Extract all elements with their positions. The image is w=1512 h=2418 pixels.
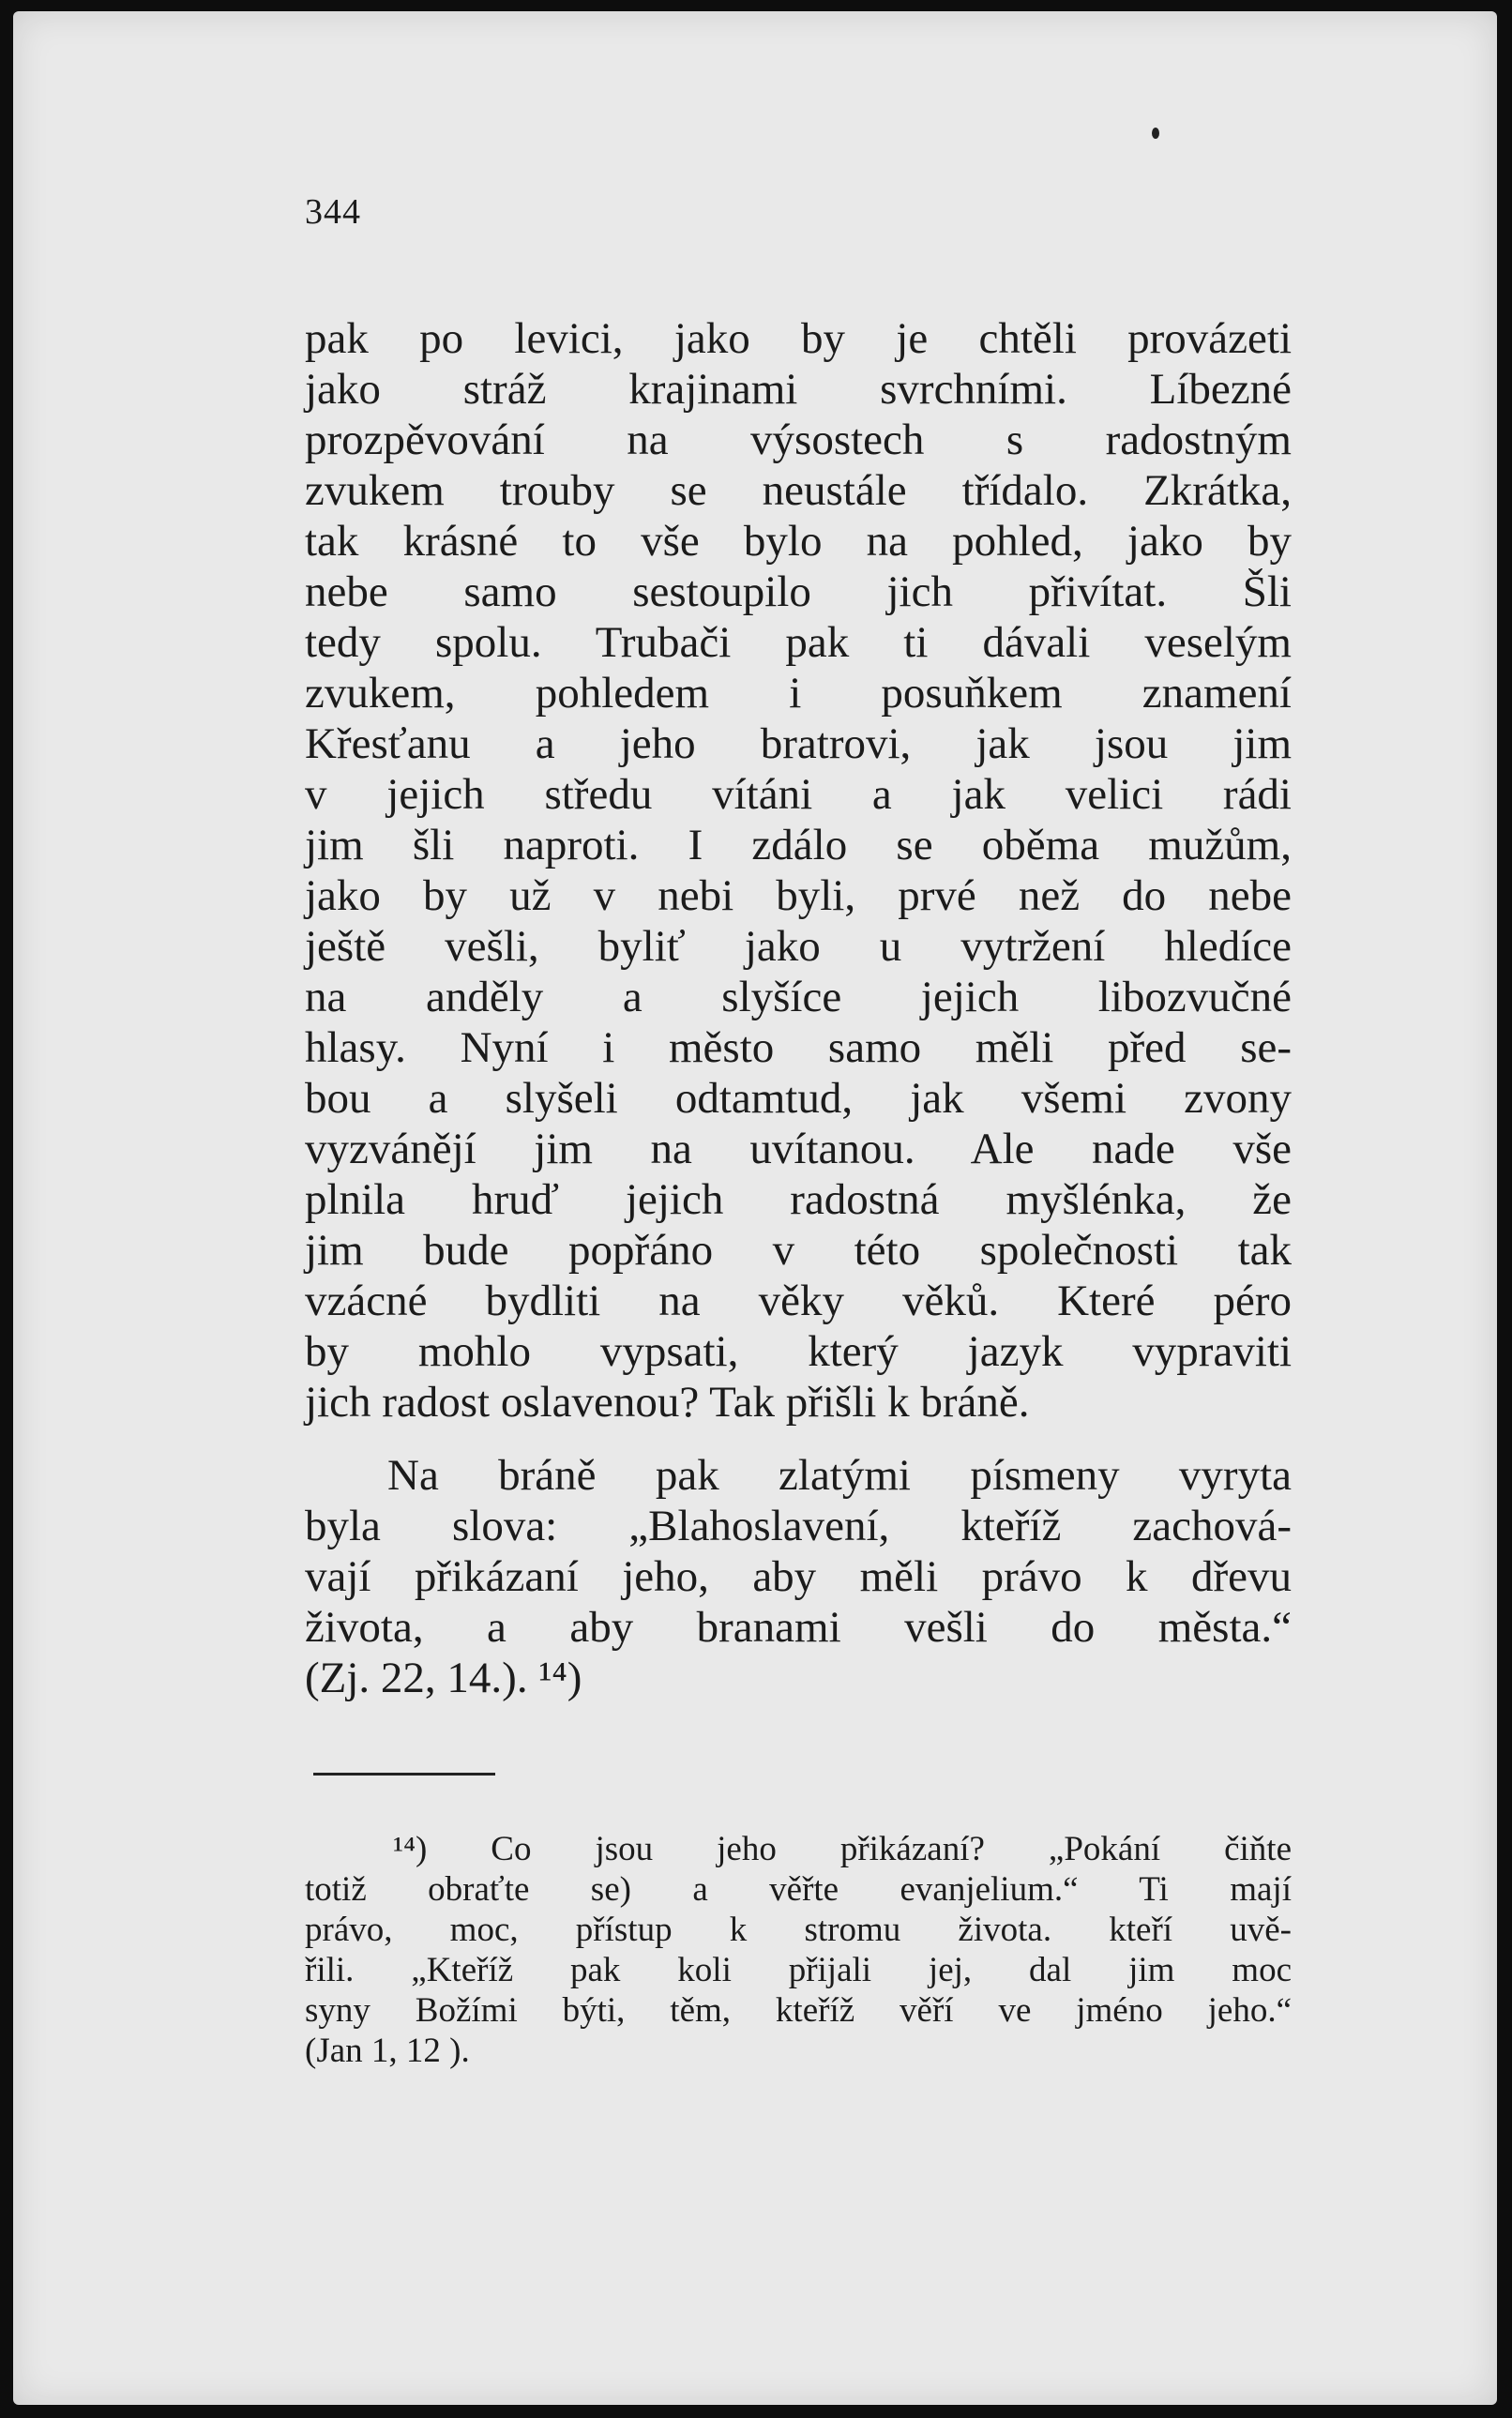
text-line: ještě vešli, byliť jako u vytržení hledíce <box>305 922 1292 971</box>
main-text <box>305 313 1292 1703</box>
text-line: zvukem, pohledem i posuňkem znamení <box>305 669 1292 718</box>
text-line: jich radost oslavenou? Tak přišli k bráně. <box>305 1378 1030 1427</box>
footnote-line: ¹⁴) Co jsou jeho přikázaní? „Pokání čiňte <box>393 1830 1292 1868</box>
text-line: vyzvánějí jim na uvítanou. Ale nade vše <box>305 1125 1292 1173</box>
ink-speck <box>1152 128 1159 139</box>
text-line: jim šli naproti. I zdálo se oběma mužům, <box>305 821 1292 869</box>
footnote-line: totiž obraťte se) a věřte evanjelium.“ Ti mají <box>305 1870 1292 1909</box>
text-line: (Zj. 22, 14.). ¹⁴) <box>305 1654 582 1702</box>
text-line: života, a aby branami vešli do města.“ <box>305 1603 1292 1652</box>
text-line: hlasy. Nyní i město samo měli před se- <box>305 1023 1292 1072</box>
book-page <box>13 11 1497 2405</box>
text-line: pak po levici, jako by je chtěli provázeti <box>305 314 1292 363</box>
text-line: jim bude popřáno v této společnosti tak <box>305 1226 1292 1275</box>
footnote <box>305 1829 1292 2071</box>
footnote-line: syny Božími býti, těm, kteříž věří ve jméno jeho.“ <box>305 1991 1292 2030</box>
text-line: plnila hruď jejich radostná myšlénka, že <box>305 1175 1292 1224</box>
text-line: nebe samo sestoupilo jich přivítat. Šli <box>305 567 1292 616</box>
footnote-rule <box>313 1773 495 1776</box>
text-line: vzácné bydliti na věky věků. Které péro <box>305 1277 1292 1325</box>
text-line: bou a slyšeli odtamtud, jak všemi zvony <box>305 1074 1292 1123</box>
page-number: 344 <box>305 192 361 232</box>
text-line: v jejich středu vítáni a jak velici rádi <box>305 770 1292 819</box>
footnote-line: (Jan 1, 12 ). <box>305 2032 470 2070</box>
paragraph-2 <box>305 1450 1292 1703</box>
text-line: by mohlo vypsati, který jazyk vypraviti <box>305 1327 1292 1376</box>
text-line: prozpěvování na výsostech s radostným <box>305 416 1292 464</box>
text-line: tedy spolu. Trubači pak ti dávali veselým <box>305 618 1292 667</box>
footnote-line: řili. „Kteříž pak koli přijali jej, dal jim moc <box>305 1951 1292 1989</box>
footnote-line: právo, moc, přístup k stromu života. kteří uvě- <box>305 1911 1292 1949</box>
text-line: zvukem trouby se neustále třídalo. Zkrátka, <box>305 466 1292 515</box>
paragraph-1 <box>305 313 1292 1428</box>
text-line: Na bráně pak zlatými písmeny vyryta <box>387 1451 1292 1500</box>
text-line: na anděly a slyšíce jejich libozvučné <box>305 973 1292 1021</box>
text-line: vají přikázaní jeho, aby měli právo k dřevu <box>305 1552 1292 1601</box>
text-line: jako by už v nebi byli, prvé než do nebe <box>305 871 1292 920</box>
text-line: byla slova: „Blahoslavení, kteříž zachová- <box>305 1502 1292 1550</box>
text-line: Křesťanu a jeho bratrovi, jak jsou jim <box>305 719 1292 768</box>
text-line: jako stráž krajinami svrchními. Líbezné <box>305 365 1292 414</box>
text-line: tak krásné to vše bylo na pohled, jako by <box>305 517 1292 566</box>
